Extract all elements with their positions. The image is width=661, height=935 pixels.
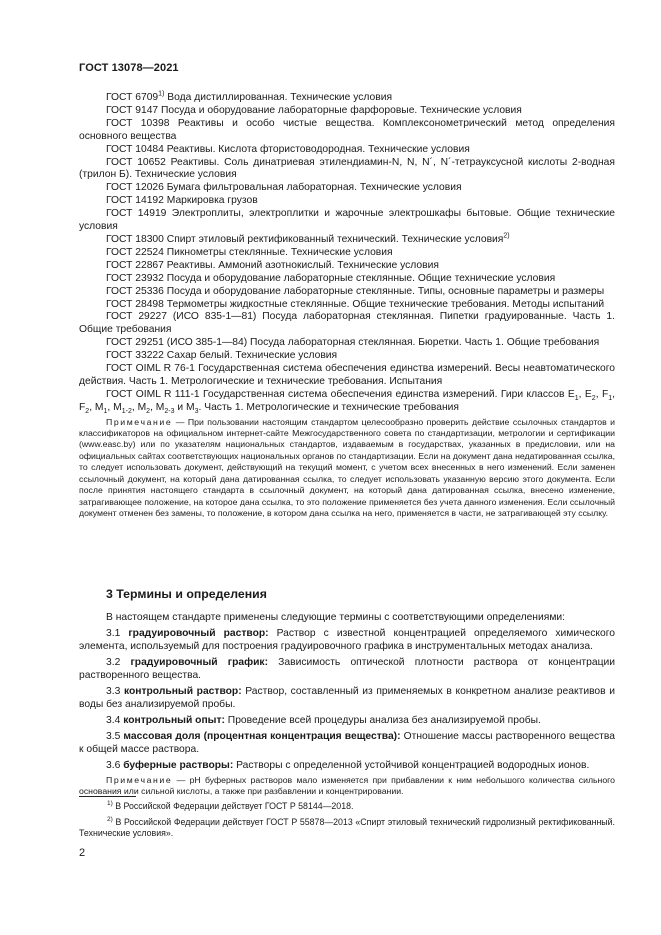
reference-item: ГОСТ OIML R 76-1 Государственная система обеспечения единства измерений. Весы неавтоматического действия. Часть 1. Метрологические и технические требования. Испытания	[79, 363, 616, 387]
reference-item: ГОСТ 22524 Пикнометры стеклянные. Технические условия	[106, 246, 393, 258]
term-definition: 3.1 градуировочный раствор: Раствор с известной концентрацией определяемого химического элемента, используемый для построения градуировочного графика в инструментальных методах анализа.	[79, 628, 615, 652]
reference-item: ГОСТ 10484 Реактивы. Кислота фтористоводородная. Технические условия	[106, 143, 470, 155]
normative-references-list	[79, 92, 615, 519]
reference-item: ГОСТ 9147 Посуда и оборудование лабораторные фарфоровые. Технические условия	[106, 104, 522, 116]
term-definition: 3.5 массовая доля (процентная концентрация вещества): Отношение массы растворенного вещества к общей массе раствора.	[79, 731, 615, 755]
terms-definitions	[79, 611, 615, 798]
reference-item: ГОСТ 22867 Реактивы. Аммоний азотнокислый. Технические условия	[106, 259, 439, 271]
reference-item: ГОСТ 18300 Спирт этиловый ректификованный технический. Технические условия$^{2)}$	[106, 232, 510, 245]
reference-item: ГОСТ 10398 Реактивы и особо чистые вещества. Комплексонометрический метод определения основного вещества	[79, 117, 615, 142]
footnote: $^{2)}$ В Российской Федерации действует ГОСТ Р 55878—2013 «Спирт этиловый технический гидролизный ректификованный. Технические условия».	[79, 815, 615, 839]
reference-item: ГОСТ 10652 Реактивы. Соль динатриевая этилендиамин-N, N, N´, N´-тетрауксусной кислоты 2-водная (трилон Б). Технические условия	[79, 156, 615, 181]
reference-item: ГОСТ 12026 Бумага фильтровальная лабораторная. Технические условия	[106, 182, 462, 194]
reference-item: ГОСТ 33222 Сахар белый. Технические условия	[106, 350, 338, 362]
page-number: 2	[79, 847, 86, 859]
document-header: ГОСТ 13078—2021	[79, 62, 179, 74]
footnotes	[79, 801, 615, 844]
term-definition: 3.2 градуировочный график: Зависимость оптической плотности раствора от концентрации растворенного вещества.	[79, 657, 615, 681]
reference-item: ГОСТ 14919 Электроплиты, электроплитки и жарочные электрошкафы бытовые. Общие технические условия	[79, 208, 615, 233]
footnote-divider	[79, 796, 136, 797]
reference-item: ГОСТ 29227 (ИСО 835-1—81) Посуда лабораторная стеклянная. Пипетки градуированные. Часть 1. Общие требования	[79, 311, 615, 336]
reference-item: ГОСТ 14192 Маркировка грузов	[106, 195, 258, 207]
term-definition: 3.3 контрольный раствор: Раствор, составленный из применяемых в конкретном анализе реактивов и воды без анализируемой пробы.	[79, 686, 615, 710]
reference-item-oiml-r111: ГОСТ OIML R 111-1 Государственная система обеспечения единства измерений. Гири классов $E_1$, $E_2$, $F_1$, $F_2$, $M_1$, $M_{1-2}$, $M_2$, $M_{2-3}$ и $M_3$. Часть 1. Метрологические и технические требования	[79, 388, 616, 415]
references-note: Примечание — При пользовании настоящим стандартом целесообразно проверить действие ссылочных стандартов и классификаторов на официальном интернет-сайте Межгосударственного совета по стандартизации, метрологии и сертификации (www.easc.by) или по указателям национальных стандартов, издаваемым в государствах, указанных в предисловии, или на официальных сайтах соответствующих национальных органов по стандартизации. Если на документ дана недатированная ссылка, то следует использовать документ, действующий на текущий момент, с учетом всех внесенных в него изменений. Если заменен ссылочный документ, на который дана датированная ссылка, то следует использовать указанную версию этого документа. Если после принятия настоящего стандарта в ссылочный документ, на который дана датированная ссылка, внесено изменение, затрагивающее положение, на которое дана ссылка, то это положение применяется без учета данного изменения. Если ссылочный документ отменен без замены, то положение, в котором дана ссылка на него, применяется в части, не затрагивающей эту ссылку.	[79, 416, 615, 518]
terms-note: Примечание — pH буферных растворов мало изменяется при прибавлении к ним небольшого количества сильного основания или сильной кислоты, а также при разбавлении и концентрировании.	[79, 775, 615, 797]
reference-item: ГОСТ 23932 Посуда и оборудование лабораторные стеклянные. Общие технические условия	[106, 272, 556, 284]
reference-item: ГОСТ 6709$^{1)}$ Вода дистиллированная. Технические условия	[106, 90, 393, 103]
term-definition: 3.6 буферные растворы: Растворы с определенной устойчивой концентрацией водородных ионов.	[106, 760, 590, 771]
section-intro: В настоящем стандарте применены следующие термины с соответствующими определениями:	[106, 612, 566, 623]
reference-item: ГОСТ 28498 Термометры жидкостные стеклянные. Общие технические требования. Методы испытаний	[106, 298, 605, 310]
reference-item: ГОСТ 25336 Посуда и оборудование лабораторные стеклянные. Типы, основные параметры и размеры	[106, 285, 605, 297]
section-title: 3 Термины и определения	[106, 587, 267, 601]
footnote: $^{1)}$ В Российской Федерации действует ГОСТ Р 58144—2018.	[107, 800, 354, 811]
term-definition: 3.4 контрольный опыт: Проведение всей процедуры анализа без анализируемой пробы.	[106, 715, 541, 726]
reference-item: ГОСТ 29251 (ИСО 385-1—84) Посуда лабораторная стеклянная. Бюретки. Часть 1. Общие требования	[106, 337, 600, 349]
